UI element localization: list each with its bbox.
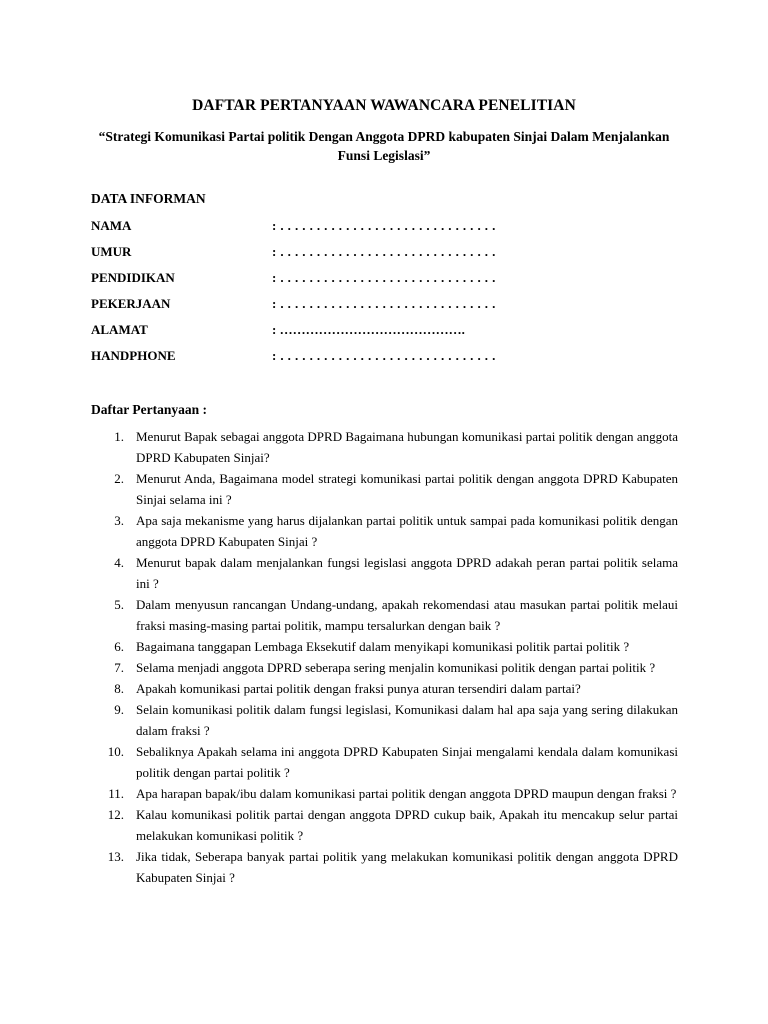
question-item xyxy=(91,468,678,510)
field-blank: : ……………………………………. xyxy=(272,322,465,337)
field-blank: : . . . . . . . . . . . . . . . . . . . . . . . . . . . . . . xyxy=(272,348,496,363)
question-text: Apakah komunikasi partai politik dengan fraksi punya aturan tersendiri dalam partai? xyxy=(136,681,581,696)
question-text: Jika tidak, Seberapa banyak partai politik yang melakukan komunikasi politik dengan anggota DPRD Kabupaten Sinjai ? xyxy=(136,849,678,885)
question-number: 7. xyxy=(114,660,124,675)
question-item xyxy=(91,678,678,699)
question-item xyxy=(91,426,678,468)
question-number: 1. xyxy=(114,429,124,444)
question-number: 9. xyxy=(114,702,124,717)
question-item xyxy=(91,636,678,657)
question-item xyxy=(91,510,678,552)
field-pendidikan xyxy=(91,270,691,288)
document-title: DAFTAR PERTANYAAN WAWANCARA PENELITIAN xyxy=(192,97,576,114)
question-text: Menurut Bapak sebagai anggota DPRD Bagaimana hubungan komunikasi partai politik dengan anggota DPRD Kabupaten Sinjai? xyxy=(136,429,678,465)
document-subtitle: “Strategi Komunikasi Partai politik Dengan Anggota DPRD kabupaten Sinjai Dalam Menjalankan Funsi Legislasi” xyxy=(98,129,670,163)
field-nama xyxy=(91,218,691,236)
question-text: Menurut Anda, Bagaimana model strategi komunikasi partai politik dengan anggota DPRD Kabupaten Sinjai selama ini ? xyxy=(136,471,678,507)
question-text: Menurut bapak dalam menjalankan fungsi legislasi anggota DPRD adakah peran partai politik selama ini ? xyxy=(136,555,678,591)
question-number: 12. xyxy=(107,807,124,822)
question-item xyxy=(91,804,678,846)
field-pekerjaan xyxy=(91,296,691,314)
question-text: Selama menjadi anggota DPRD seberapa sering menjalin komunikasi politik dengan partai politik ? xyxy=(136,660,656,675)
question-number: 11. xyxy=(108,786,124,801)
question-item xyxy=(91,741,678,783)
field-label: PENDIDIKAN xyxy=(91,270,175,285)
field-label: NAMA xyxy=(91,218,132,233)
question-text: Kalau komunikasi politik partai dengan anggota DPRD cukup baik, Apakah itu mencakup selur partai melakukan komunikasi politik ? xyxy=(136,807,678,843)
data-informan-heading: DATA INFORMAN xyxy=(91,191,206,206)
question-list xyxy=(91,426,678,888)
question-number: 6. xyxy=(114,639,124,654)
field-label: HANDPHONE xyxy=(91,348,176,363)
field-blank: : . . . . . . . . . . . . . . . . . . . . . . . . . . . . . . xyxy=(272,218,496,233)
question-text: Dalam menyusun rancangan Undang-undang, apakah rekomendasi atau masukan partai politik melaui fraksi masing-masing partai politik, mampu tersalurkan dengan baik ? xyxy=(136,597,678,633)
question-item xyxy=(91,783,678,804)
question-number: 2. xyxy=(114,471,124,486)
question-item xyxy=(91,846,678,888)
question-text: Apa harapan bapak/ibu dalam komunikasi partai politik dengan anggota DPRD maupun dengan fraksi ? xyxy=(136,786,677,801)
field-blank: : . . . . . . . . . . . . . . . . . . . . . . . . . . . . . . xyxy=(272,244,496,259)
question-item xyxy=(91,594,678,636)
field-alamat xyxy=(91,322,691,340)
question-text: Bagaimana tanggapan Lembaga Eksekutif dalam menyikapi komunikasi politik partai politik ? xyxy=(136,639,630,654)
question-number: 13. xyxy=(107,849,124,864)
question-item xyxy=(91,552,678,594)
field-blank: : . . . . . . . . . . . . . . . . . . . . . . . . . . . . . . xyxy=(272,270,496,285)
question-number: 8. xyxy=(114,681,124,696)
question-text: Apa saja mekanisme yang harus dijalankan partai politik untuk sampai pada komunikasi politik dengan anggota DPRD Kabupaten Sinjai ? xyxy=(136,513,678,549)
question-number: 4. xyxy=(114,555,124,570)
field-umur xyxy=(91,244,691,262)
question-text: Sebaliknya Apakah selama ini anggota DPRD Kabupaten Sinjai mengalami kendala dalam komunikasi politik dengan partai politik ? xyxy=(136,744,678,780)
question-item xyxy=(91,699,678,741)
question-number: 10. xyxy=(107,744,124,759)
question-number: 3. xyxy=(114,513,124,528)
questions-heading: Daftar Pertanyaan : xyxy=(91,402,207,417)
field-label: ALAMAT xyxy=(91,322,148,337)
field-label: UMUR xyxy=(91,244,132,259)
field-blank: : . . . . . . . . . . . . . . . . . . . . . . . . . . . . . . xyxy=(272,296,496,311)
question-text: Selain komunikasi politik dalam fungsi legislasi, Komunikasi dalam hal apa saja yang sering dilakukan dalam fraksi ? xyxy=(136,702,678,738)
question-number: 5. xyxy=(114,597,124,612)
question-item xyxy=(91,657,678,678)
field-label: PEKERJAAN xyxy=(91,296,171,311)
field-handphone xyxy=(91,348,691,366)
